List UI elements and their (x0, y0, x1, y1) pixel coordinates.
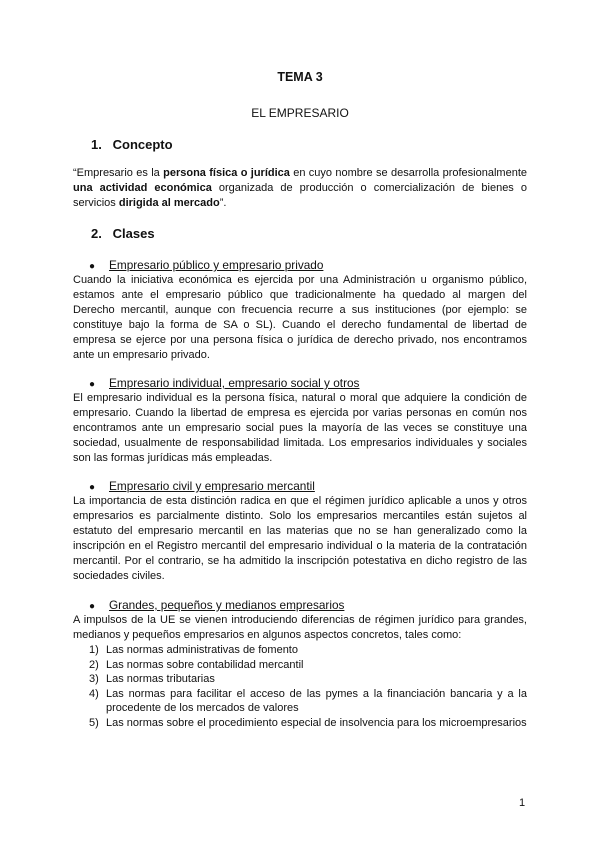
bullet-heading (89, 598, 344, 612)
list-item (89, 687, 527, 716)
list-item (89, 672, 527, 687)
bullet-icon: ● (89, 379, 96, 390)
section-heading-concepto (91, 137, 173, 152)
list-item (89, 716, 527, 731)
bullet-heading (89, 479, 315, 493)
list-number: 3) (89, 673, 99, 686)
bold-run: una actividad económica (73, 182, 212, 194)
list-text: Las normas sobre el procedimiento especial de insolvencia para los microempresarios (106, 716, 527, 729)
section-number: 1. (91, 137, 102, 152)
bullet-heading (89, 376, 359, 390)
bullet-title: Empresario civil y empresario mercantil (109, 479, 315, 493)
bold-run: persona física o jurídica (163, 167, 290, 179)
class-paragraph: La importancia de esta distinción radica en que el régimen jurídico aplicable a unos y otros empresarios es parcialmente distinto. Solo los empresarios mercantiles están sujetos al estatuto del empresario mercantil en las materias que no se han generalizado como la inscripción en el Registro mercantil del empresario individual o la materia de la contratación mercantil. Por el contrario, se ha admitido la inscripción potestativa en dicho registro de las sociedades civiles. (73, 495, 527, 582)
measures-list (89, 643, 527, 731)
text-run: ”. (219, 197, 227, 209)
bullet-icon: ● (89, 601, 96, 612)
list-text: Las normas administrativas de fomento (106, 644, 298, 656)
bold-run: dirigida al mercado (118, 197, 220, 209)
text-run: “Empresario es la (73, 167, 164, 179)
section-number: 2. (91, 226, 102, 241)
list-number: 1) (89, 644, 99, 656)
bullet-icon: ● (89, 261, 96, 272)
bullet-heading (89, 258, 323, 272)
list-item (89, 658, 527, 673)
list-item (89, 643, 527, 658)
class-paragraph: Cuando la iniciativa económica es ejercida por una Administración u organismo público, estamos ante el empresario público que tradicionalmente ha quedado al margen del Derecho mercantil, aunque con frecuencia recurre a sus instituciones (por ejemplo: se constituye bajo la forma de SA o SL). Cuando el derecho fundamental de libertad de empresa se ejerce por una persona física o jurídica de derecho privado, nos encontramos ante un empresario privado. (73, 274, 527, 361)
bullet-title: Empresario público y empresario privado (109, 258, 324, 272)
text-run: organizada de producción o comercialización de bienes o servicios (73, 182, 527, 209)
list-number: 5) (89, 716, 99, 729)
section-title: Clases (112, 226, 155, 241)
list-number: 2) (89, 658, 99, 671)
page-subtitle: EL EMPRESARIO (251, 106, 349, 120)
class-paragraph: El empresario individual es la persona física, natural o moral que adquiere la condición de empresario. Cuando la libertad de empresa es ejercida por varias personas en común nos encontramos ante un empresario social pues la mayoría de las veces se constituye una sociedad, usualmente de responsabilidad limitada. Los empresarios individuales y sociales son las formas jurídicas más empleadas. (73, 392, 527, 464)
bullet-title: Empresario individual, empresario social y otros (109, 376, 360, 390)
class-paragraph: A impulsos de la UE se vienen introduciendo diferencias de régimen jurídico para grandes, medianos y pequeños empresarios en algunos aspectos concretos, tales como: (73, 614, 527, 641)
list-text: Las normas tributarias (106, 673, 215, 686)
page-title: TEMA 3 (277, 70, 323, 84)
text-run: en cuyo nombre se desarrolla profesionalmente (289, 167, 527, 179)
section-heading-clases (91, 226, 155, 241)
list-number: 4) (89, 687, 99, 700)
section-title: Concepto (112, 137, 173, 152)
concept-definition (73, 166, 527, 211)
list-text: Las normas sobre contabilidad mercantil (106, 658, 304, 671)
bullet-icon: ● (89, 482, 96, 493)
list-text: Las normas para facilitar el acceso de las pymes a la financiación bancaria y a la procedente de los mercados de valores (106, 687, 527, 715)
page-number: 1 (519, 797, 526, 809)
bullet-title: Grandes, pequeños y medianos empresarios (109, 598, 345, 612)
